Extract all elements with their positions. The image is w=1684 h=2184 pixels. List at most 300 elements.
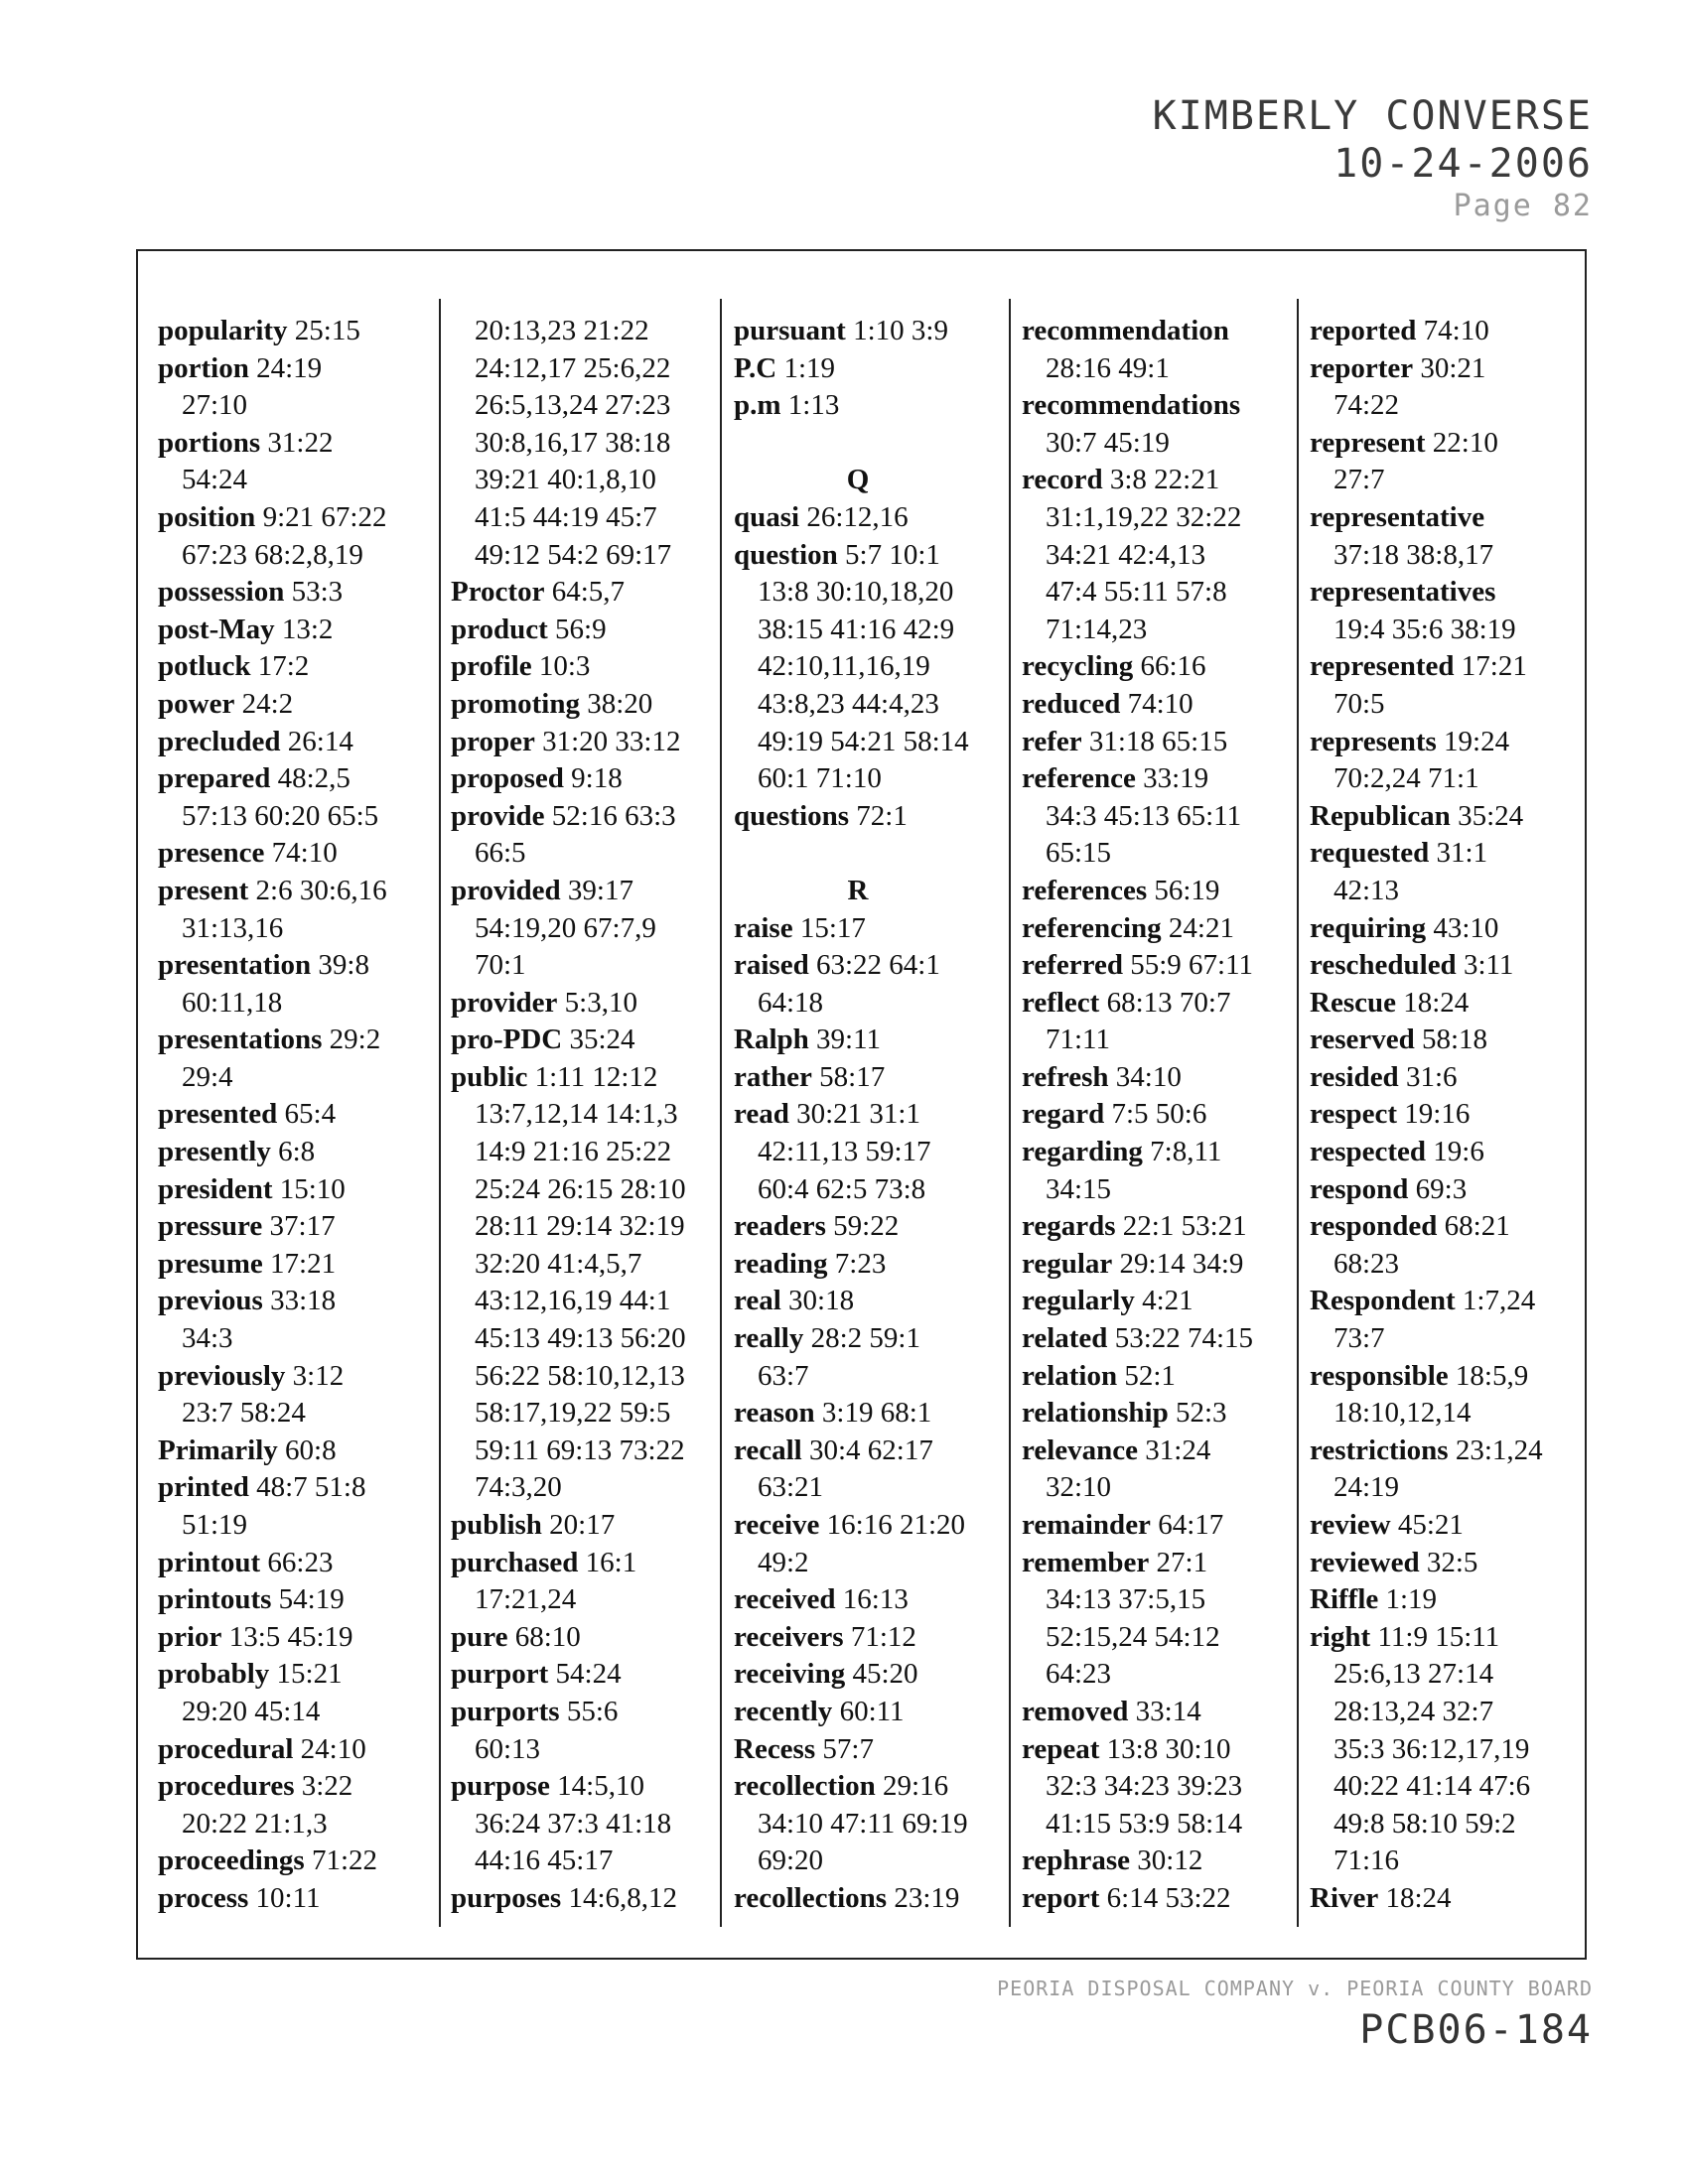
index-term: proper xyxy=(451,725,535,757)
index-entry xyxy=(1022,1134,1290,1171)
index-refs: 3:19 68:1 xyxy=(814,1397,932,1430)
index-refs: 3:8 22:21 xyxy=(1102,464,1220,496)
index-refs-continued: 58:17,19,22 59:5 xyxy=(475,1397,671,1430)
index-entry xyxy=(158,1096,426,1134)
index-refs: 30:4 62:17 xyxy=(801,1433,933,1466)
index-term: River xyxy=(1310,1881,1379,1914)
index-refs-continued: 25:24 26:15 28:10 xyxy=(475,1172,686,1205)
index-refs: 39:11 xyxy=(808,1024,881,1056)
index-entry xyxy=(1310,1545,1578,1582)
index-term: purport xyxy=(451,1658,549,1691)
index-refs-continued: 63:21 xyxy=(758,1471,824,1504)
index-refs: 13:8 30:10 xyxy=(1099,1732,1231,1765)
index-refs: 54:24 xyxy=(548,1658,622,1691)
index-refs: 32:5 xyxy=(1419,1546,1478,1578)
index-refs: 65:4 xyxy=(277,1098,337,1131)
index-refs: 9:18 xyxy=(563,762,623,795)
index-refs: 15:17 xyxy=(792,911,866,944)
index-entry xyxy=(451,686,719,724)
index-refs: 52:3 xyxy=(1168,1397,1227,1430)
index-entry xyxy=(1310,724,1578,761)
index-term: public xyxy=(451,1060,528,1093)
index-term: readers xyxy=(734,1210,826,1243)
index-refs: 4:21 xyxy=(1134,1285,1193,1317)
index-entry xyxy=(158,313,426,350)
index-entry xyxy=(158,724,426,761)
index-refs: 24:2 xyxy=(234,687,294,720)
index-term: P.C xyxy=(734,351,777,384)
index-entry xyxy=(158,425,426,463)
index-refs-continued: 70:2,24 71:1 xyxy=(1333,762,1479,795)
index-term: previous xyxy=(158,1285,263,1317)
index-term: raise xyxy=(734,911,793,944)
index-term: previously xyxy=(158,1359,286,1392)
index-entry xyxy=(1310,574,1578,612)
index-term: pressure xyxy=(158,1210,263,1243)
index-term: recommendation xyxy=(1022,315,1229,346)
index-entry xyxy=(734,1022,1002,1059)
index-entry xyxy=(1022,985,1290,1023)
index-refs: 30:21 xyxy=(1413,351,1486,384)
index-entry xyxy=(158,1843,426,1880)
index-entry xyxy=(734,1581,1002,1619)
index-refs-continued: 29:4 xyxy=(182,1060,233,1093)
index-refs: 48:2,5 xyxy=(270,762,351,795)
index-refs: 38:20 xyxy=(579,687,653,720)
index-refs-continued: 70:1 xyxy=(475,949,526,982)
index-refs-continued: 60:13 xyxy=(475,1732,541,1765)
index-term: representatives xyxy=(1310,576,1496,609)
index-refs-continued: 42:13 xyxy=(1333,874,1400,906)
index-refs: 29:16 xyxy=(875,1770,949,1803)
index-entry xyxy=(451,873,719,910)
index-refs-continued: 34:3 45:13 65:11 xyxy=(1046,799,1242,832)
index-term: Ralph xyxy=(734,1024,809,1056)
index-refs: 1:19 xyxy=(1378,1583,1438,1616)
index-term: refer xyxy=(1022,725,1082,757)
index-refs: 5:3,10 xyxy=(557,986,637,1019)
index-term: Recess xyxy=(734,1732,816,1765)
index-term: requiring xyxy=(1310,911,1427,944)
index-entry xyxy=(451,1059,719,1097)
index-entry xyxy=(734,1731,1002,1769)
index-refs: 58:17 xyxy=(811,1060,886,1093)
index-entry xyxy=(158,947,426,985)
index-refs: 34:10 xyxy=(1108,1060,1182,1093)
index-refs-continued: 49:19 54:21 58:14 xyxy=(758,725,969,757)
index-refs: 52:16 63:3 xyxy=(544,799,676,832)
index-entry xyxy=(158,1171,426,1209)
index-entry xyxy=(451,1545,719,1582)
index-term: reduced xyxy=(1022,687,1121,720)
index-term: present xyxy=(158,874,249,906)
index-term: presentations xyxy=(158,1024,323,1056)
index-refs: 2:6 30:6,16 xyxy=(248,874,387,906)
index-entry xyxy=(1022,387,1290,425)
index-refs-continued: 25:6,13 27:14 xyxy=(1333,1658,1494,1691)
index-column-1 xyxy=(158,313,426,1918)
index-term: receiving xyxy=(734,1658,846,1691)
index-refs: 13:2 xyxy=(274,613,334,645)
index-term: requested xyxy=(1310,837,1430,870)
index-term: purports xyxy=(451,1695,560,1727)
index-refs: 30:12 xyxy=(1130,1844,1203,1877)
index-refs-continued: 30:7 45:19 xyxy=(1046,426,1170,459)
index-entry xyxy=(1022,1545,1290,1582)
index-entry xyxy=(451,1656,719,1694)
index-refs: 68:21 xyxy=(1437,1210,1510,1243)
index-term: presence xyxy=(158,837,265,870)
index-entry xyxy=(451,612,719,649)
index-term: quasi xyxy=(734,500,800,533)
index-term: p.m xyxy=(734,389,781,422)
index-entry xyxy=(1022,910,1290,948)
index-entry xyxy=(1310,1171,1578,1209)
index-entry xyxy=(451,648,719,686)
index-entry xyxy=(734,499,1002,537)
index-entry xyxy=(1022,686,1290,724)
index-entry xyxy=(734,798,1002,836)
index-term: process xyxy=(158,1881,249,1914)
index-entry xyxy=(158,1022,426,1059)
index-refs-continued: 38:15 41:16 42:9 xyxy=(758,613,955,645)
index-refs: 33:18 xyxy=(262,1285,337,1317)
index-refs: 26:12,16 xyxy=(799,500,909,533)
index-refs-continued: 28:16 49:1 xyxy=(1046,351,1170,384)
index-term: presume xyxy=(158,1247,263,1280)
index-term: rather xyxy=(734,1060,812,1093)
index-refs-continued: 30:8,16,17 38:18 xyxy=(475,426,671,459)
deposition-date: 10-24-2006 xyxy=(1333,141,1593,187)
index-entry xyxy=(158,499,426,537)
index-refs: 68:13 70:7 xyxy=(1099,986,1231,1019)
index-refs: 58:18 xyxy=(1414,1024,1488,1056)
index-term: relevance xyxy=(1022,1433,1139,1466)
index-refs-continued: 20:22 21:1,3 xyxy=(182,1807,328,1840)
index-refs: 1:19 xyxy=(776,351,836,384)
index-term: provide xyxy=(451,799,545,832)
index-refs-continued: 40:22 41:14 47:6 xyxy=(1333,1770,1531,1803)
index-term: publish xyxy=(451,1509,542,1541)
index-refs: 17:21 xyxy=(262,1247,337,1280)
index-refs: 54:19 xyxy=(271,1583,345,1616)
index-term: rescheduled xyxy=(1310,949,1457,982)
index-term: removed xyxy=(1022,1695,1129,1727)
index-refs: 74:10 xyxy=(1120,687,1193,720)
index-term: regarding xyxy=(1022,1136,1143,1168)
index-entry xyxy=(451,724,719,761)
index-refs-continued: 60:4 62:5 73:8 xyxy=(758,1172,926,1205)
index-refs: 19:16 xyxy=(1397,1098,1471,1131)
index-entry xyxy=(451,574,719,612)
index-entry xyxy=(1310,1022,1578,1059)
index-entry xyxy=(734,1208,1002,1246)
index-term: probably xyxy=(158,1658,270,1691)
index-refs: 3:12 xyxy=(285,1359,345,1392)
index-entry xyxy=(158,1880,426,1918)
index-term: refresh xyxy=(1022,1060,1109,1093)
index-entry xyxy=(734,1320,1002,1358)
index-term: resided xyxy=(1310,1060,1399,1093)
index-refs-continued: 41:15 53:9 58:14 xyxy=(1046,1807,1243,1840)
index-term: respond xyxy=(1310,1172,1409,1205)
index-refs-continued: 51:19 xyxy=(182,1509,248,1541)
index-entry xyxy=(158,1545,426,1582)
index-refs: 16:1 xyxy=(578,1546,637,1578)
index-entry xyxy=(1310,1507,1578,1545)
index-refs: 57:7 xyxy=(815,1732,874,1765)
index-entry xyxy=(1310,1433,1578,1470)
index-term: president xyxy=(158,1172,273,1205)
index-refs-continued: 26:5,13,24 27:23 xyxy=(475,389,671,422)
index-refs-continued: 71:14,23 xyxy=(1046,613,1148,645)
index-entry xyxy=(158,1656,426,1694)
index-refs: 39:8 xyxy=(311,949,369,982)
index-refs: 22:10 xyxy=(1425,426,1498,459)
index-refs-continued: 34:21 42:4,13 xyxy=(1046,538,1206,571)
index-entry xyxy=(1022,1320,1290,1358)
index-entry xyxy=(158,574,426,612)
index-refs: 55:9 67:11 xyxy=(1122,949,1254,982)
index-term: Proctor xyxy=(451,576,545,609)
index-refs: 10:3 xyxy=(531,650,591,683)
index-refs-continued: 64:18 xyxy=(758,986,824,1019)
index-refs-continued: 34:10 47:11 69:19 xyxy=(758,1807,968,1840)
section-letter: Q xyxy=(846,464,870,496)
index-term: Respondent xyxy=(1310,1285,1456,1317)
index-refs-continued: 59:11 69:13 73:22 xyxy=(475,1433,685,1466)
index-refs-continued: 34:3 xyxy=(182,1322,233,1355)
index-refs-continued: 36:24 37:3 41:18 xyxy=(475,1807,672,1840)
index-refs-continued: 34:13 37:5,15 xyxy=(1046,1583,1206,1616)
index-refs-continued: 31:13,16 xyxy=(182,911,284,944)
index-refs: 10:11 xyxy=(248,1881,321,1914)
index-entry xyxy=(734,947,1002,985)
index-entry xyxy=(158,1283,426,1320)
index-refs-continued: 73:7 xyxy=(1333,1322,1385,1355)
index-term: presentation xyxy=(158,949,312,982)
index-term: report xyxy=(1022,1881,1100,1914)
index-refs-continued: 28:11 29:14 32:19 xyxy=(475,1210,685,1243)
index-refs-continued: 63:7 xyxy=(758,1359,809,1392)
index-term: regard xyxy=(1022,1098,1105,1131)
index-refs: 72:1 xyxy=(849,799,908,832)
index-term: regards xyxy=(1022,1210,1116,1243)
index-entry xyxy=(158,350,426,388)
index-refs-continued: 74:22 xyxy=(1333,389,1400,422)
index-refs: 27:1 xyxy=(1149,1546,1208,1578)
index-entry xyxy=(1022,313,1290,350)
index-entry xyxy=(1022,1880,1290,1918)
index-refs: 3:11 xyxy=(1456,949,1514,982)
index-term: remainder xyxy=(1022,1509,1151,1541)
index-refs: 31:1 xyxy=(1429,837,1488,870)
index-term: raised xyxy=(734,949,809,982)
index-term: portions xyxy=(158,426,261,459)
index-entry xyxy=(1022,1283,1290,1320)
index-refs: 37:17 xyxy=(262,1210,336,1243)
index-term: reference xyxy=(1022,762,1136,795)
index-refs-continued: 52:15,24 54:12 xyxy=(1046,1620,1220,1653)
index-refs-continued: 27:7 xyxy=(1333,464,1385,496)
index-term: proceedings xyxy=(158,1844,305,1877)
index-term: recollections xyxy=(734,1881,888,1914)
index-term: Primarily xyxy=(158,1433,278,1466)
index-refs: 43:10 xyxy=(1426,911,1499,944)
index-term: relationship xyxy=(1022,1397,1169,1430)
index-term: regular xyxy=(1022,1247,1113,1280)
index-refs: 9:21 67:22 xyxy=(255,500,387,533)
index-entry xyxy=(734,1059,1002,1097)
index-entry xyxy=(158,873,426,910)
index-term: proposed xyxy=(451,762,564,795)
index-refs-continued: 64:23 xyxy=(1046,1658,1112,1691)
index-refs: 45:20 xyxy=(845,1658,918,1691)
index-entry xyxy=(1310,350,1578,388)
index-entry xyxy=(1022,1208,1290,1246)
index-refs-continued: 34:15 xyxy=(1046,1172,1112,1205)
index-term: printed xyxy=(158,1471,249,1504)
index-refs: 6:14 53:22 xyxy=(1099,1881,1231,1914)
index-refs: 13:5 45:19 xyxy=(221,1620,353,1653)
index-term: recycling xyxy=(1022,650,1134,683)
index-refs: 53:3 xyxy=(284,576,344,609)
index-refs: 33:19 xyxy=(1135,762,1209,795)
index-entry xyxy=(1022,1096,1290,1134)
index-entry xyxy=(1310,648,1578,686)
index-term: regularly xyxy=(1022,1285,1135,1317)
index-refs-continued: 71:11 xyxy=(1046,1024,1110,1056)
index-term: representative xyxy=(1310,500,1485,533)
index-term: popularity xyxy=(158,315,288,346)
index-entry xyxy=(1022,1358,1290,1396)
index-term: purpose xyxy=(451,1770,550,1803)
index-term: reading xyxy=(734,1247,828,1280)
index-term: received xyxy=(734,1583,836,1616)
index-term: repeat xyxy=(1022,1732,1100,1765)
index-refs: 7:8,11 xyxy=(1142,1136,1222,1168)
index-term: product xyxy=(451,613,548,645)
index-term: purposes xyxy=(451,1881,562,1914)
index-entry xyxy=(1310,1619,1578,1657)
index-term: position xyxy=(158,500,256,533)
index-refs-continued: 27:10 xyxy=(182,389,248,422)
index-entry xyxy=(1022,1507,1290,1545)
index-refs-continued: 74:3,20 xyxy=(475,1471,562,1504)
index-entry xyxy=(1310,1059,1578,1097)
index-term: represent xyxy=(1310,426,1426,459)
index-refs-continued: 19:4 35:6 38:19 xyxy=(1333,613,1516,645)
index-term: reporter xyxy=(1310,351,1414,384)
index-entry xyxy=(158,1581,426,1619)
index-refs-continued: 28:13,24 32:7 xyxy=(1333,1695,1494,1727)
index-term: reported xyxy=(1310,315,1417,346)
index-refs: 18:24 xyxy=(1395,986,1470,1019)
index-term: remember xyxy=(1022,1546,1150,1578)
index-term: really xyxy=(734,1322,804,1355)
index-refs: 53:22 74:15 xyxy=(1107,1322,1254,1355)
index-refs: 7:23 xyxy=(827,1247,887,1280)
index-entry xyxy=(451,1619,719,1657)
index-refs: 35:24 xyxy=(562,1024,635,1056)
index-entry xyxy=(158,1433,426,1470)
index-refs: 5:7 10:1 xyxy=(837,538,940,571)
index-term: potluck xyxy=(158,650,251,683)
index-column-3 xyxy=(734,313,1002,1918)
index-refs-continued: 57:13 60:20 65:5 xyxy=(182,799,379,832)
index-entry xyxy=(1022,648,1290,686)
index-term: referred xyxy=(1022,949,1123,982)
index-term: printout xyxy=(158,1546,261,1578)
index-refs: 29:2 xyxy=(322,1024,381,1056)
index-entry xyxy=(1310,1358,1578,1396)
index-refs: 19:6 xyxy=(1426,1136,1484,1168)
index-refs: 45:21 xyxy=(1390,1509,1464,1541)
index-term: portion xyxy=(158,351,249,384)
index-refs: 14:6,8,12 xyxy=(561,1881,678,1914)
index-entry xyxy=(1310,985,1578,1023)
index-term: respected xyxy=(1310,1136,1427,1168)
index-entry xyxy=(451,798,719,836)
index-refs: 30:18 xyxy=(780,1285,855,1317)
index-entry xyxy=(734,1246,1002,1284)
index-term: purchased xyxy=(451,1546,579,1578)
index-refs: 56:9 xyxy=(547,613,607,645)
index-refs: 14:5,10 xyxy=(549,1770,644,1803)
index-refs-continued: 60:11,18 xyxy=(182,986,283,1019)
index-refs: 63:22 64:1 xyxy=(808,949,940,982)
index-refs-continued: 17:21,24 xyxy=(475,1583,577,1616)
index-refs-continued: 43:12,16,19 44:1 xyxy=(475,1285,671,1317)
index-term: promoting xyxy=(451,687,580,720)
index-refs: 24:19 xyxy=(248,351,323,384)
index-refs-continued: 32:3 34:23 39:23 xyxy=(1046,1770,1243,1803)
index-refs: 23:1,24 xyxy=(1448,1433,1543,1466)
index-refs: 11:9 15:11 xyxy=(1370,1620,1500,1653)
index-entry xyxy=(451,1880,719,1918)
index-refs: 16:13 xyxy=(835,1583,909,1616)
index-term: reason xyxy=(734,1397,815,1430)
index-entry xyxy=(734,1433,1002,1470)
column-divider xyxy=(1009,299,1011,1927)
index-refs: 56:19 xyxy=(1147,874,1220,906)
index-entry xyxy=(158,1134,426,1171)
index-refs-continued: 23:7 58:24 xyxy=(182,1397,306,1430)
index-term: post-May xyxy=(158,613,275,645)
index-refs: 60:8 xyxy=(277,1433,337,1466)
index-entry xyxy=(158,648,426,686)
index-term: question xyxy=(734,538,838,571)
index-refs: 29:14 34:9 xyxy=(1112,1247,1244,1280)
index-entry xyxy=(158,1208,426,1246)
index-entry xyxy=(1310,798,1578,836)
index-refs: 66:16 xyxy=(1133,650,1206,683)
index-entry xyxy=(158,1619,426,1657)
index-refs: 7:5 50:6 xyxy=(1104,1098,1207,1131)
index-term: responsible xyxy=(1310,1359,1449,1392)
index-term: represents xyxy=(1310,725,1437,757)
index-column-4 xyxy=(1022,313,1290,1918)
index-refs-continued: 14:9 21:16 25:22 xyxy=(475,1136,672,1168)
index-term: rephrase xyxy=(1022,1844,1131,1877)
index-refs-continued: 68:23 xyxy=(1333,1247,1400,1280)
index-term: prior xyxy=(158,1620,222,1653)
index-refs-continued: 70:5 xyxy=(1333,687,1385,720)
index-refs-continued: 13:8 30:10,18,20 xyxy=(758,576,954,609)
index-refs-continued: 54:19,20 67:7,9 xyxy=(475,911,656,944)
index-entry xyxy=(734,1507,1002,1545)
index-refs: 22:1 53:21 xyxy=(1115,1210,1247,1243)
